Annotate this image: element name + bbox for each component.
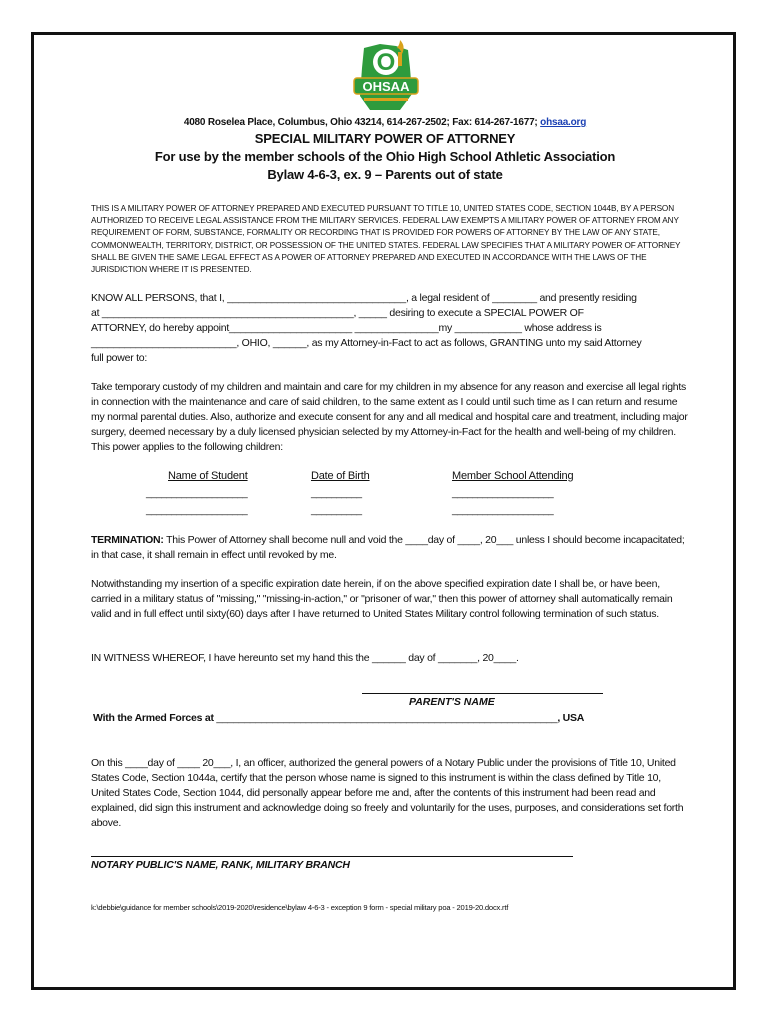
armed-forces-suffix: , USA	[557, 712, 585, 724]
federal-notice: THIS IS A MILITARY POWER OF ATTORNEY PREPARED AND EXECUTED PURSUANT TO TITLE 10, UNITED STATES CODE, SECTION 1044B, BY A PERSON AUTHORIZED TO RECEIVE LEGAL ASSISTANCE FROM THE MILITARY SERVICES. FEDERAL LAW EXEMPTS A MILITARY POWER OF ATTORNEY FROM ANY REQUIREMENT OF FORM, SUBSTANCE, FORMALITY OR RECORDING THAT IS PROVIDED FOR POWERS OF ATTORNEY BY THE LAW OF ANY STATE, COMMONWEALTH, TERRITORY, DISTRICT, OR POSSESSION OF THE UNITED STATES. FEDERAL LAW SPECIFIES THAT A MILITARY POWER OF ATTORNEY SHALL BE GIVEN THE SAME LEGAL EFFECT AS A POWER OF ATTORNEY PREPARED AND EXECUTED IN ACCORDANCE WITH THE LAWS OF THE JURISDICTION WHERE IT IS PRESENTED.	[91, 204, 681, 275]
notary-paragraph: On this ____day of ____ 20___, I, an officer, authorized the general powers of a Notary Public under the provisions of Title 10, United States Code, Section 1044a, certify that the person whose name is signed to this instrument is within the class defined by Title 10, United States Code, Section 1044, did personally appear before me and, after the contents of this instrument had been read and explained, did sign this instrument and acknowledge doing so freely and voluntarily for the uses, purposes, and considerations set forth above.	[91, 757, 684, 829]
armed-forces-label: With the Armed Forces at	[93, 712, 217, 724]
address-line	[0, 117, 770, 128]
document-subtitle: For use by the member schools of the Ohio High School Athletic Association	[154, 149, 616, 164]
know-all-line-3: ATTORNEY, do hereby appoint______________________ _______________my ____________ whose address is	[91, 322, 602, 334]
notary-name-label: NOTARY PUBLIC'S NAME, RANK, MILITARY BRANCH	[91, 859, 350, 871]
custody-paragraph: Take temporary custody of my children and maintain and care for my children in my absence for any reason and exercise all legal rights in connection with the maintenance and care of said children, to the same extent as I could until such time as I can return and resume my normal parental duties. Also, authorize and execute consent for any and all medical and hospital care and treatment, including major surgery, deemed necessary by a duly licensed physician selected by my Attorney-in-Fact for the health and well-being of my children. This power applies to the following children:	[91, 381, 688, 453]
col-header-student-name: Name of Student	[168, 470, 248, 482]
svg-text:O: O	[376, 49, 396, 76]
notwithstanding-paragraph: Notwithstanding my insertion of a specific expiration date herein, if on the above specified expiration date I shall be, or have been, carried in a military status of "missing," "missing-in-action," or "prisoner of war," then this power of attorney shall automatically remain valid and in full effect until sixty(60) days after I have returned to United States Military control following termination of such status.	[91, 578, 673, 620]
know-all-line-5: full power to:	[91, 352, 148, 364]
student-name-blank-1[interactable]: ____________________	[146, 488, 248, 499]
document-title: SPECIAL MILITARY POWER OF ATTORNEY	[254, 131, 516, 146]
witness-line: IN WITNESS WHEREOF, I have hereunto set my hand this the ______ day of _______, 20____.	[91, 652, 519, 664]
school-blank-2[interactable]: ____________________	[452, 505, 554, 516]
dob-blank-1[interactable]: __________	[311, 488, 362, 499]
parent-name-label: PARENT'S NAME	[409, 696, 495, 708]
termination-text: This Power of Attorney shall become null and void the ____day of ____, 20___ unless I should become incapacitated; in that case, it shall remain in effect until revoked by me.	[91, 534, 685, 561]
logo-text: OHSAA	[362, 79, 410, 94]
dob-blank-2[interactable]: __________	[311, 505, 362, 516]
school-blank-1[interactable]: ____________________	[452, 488, 554, 499]
website-link[interactable]: ohsaa.org	[540, 117, 587, 128]
armed-forces-line	[93, 712, 584, 724]
address-text: 4080 Roselea Place, Columbus, Ohio 43214, 614-267-2502; Fax: 614-267-1677;	[183, 117, 541, 128]
termination-clause	[91, 533, 689, 563]
student-name-blank-2[interactable]: ____________________	[146, 505, 248, 516]
armed-forces-location-blank[interactable]: _____________________________________________________________	[216, 712, 558, 724]
notary-signature-line[interactable]	[91, 856, 573, 857]
col-header-member-school: Member School Attending	[452, 470, 574, 482]
parent-signature-line[interactable]	[362, 693, 603, 694]
file-path-footer: k:\debbie\guidance for member schools\2019-2020\residence\bylaw 4-6-3 - exception 9 form - special military poa - 2019-20.docx.rtf	[91, 903, 509, 912]
col-header-date-of-birth: Date of Birth	[311, 470, 370, 482]
know-all-line-1: KNOW ALL PERSONS, that I, ________________________________, a legal resident of ________ and presently residing	[91, 292, 637, 304]
know-all-line-2: at _____________________________________________, _____ desiring to execute a SPECIAL POWER OF	[91, 307, 584, 319]
know-all-line-4: __________________________, OHIO, ______, as my Attorney-in-Fact to act as follows, GRANTING unto my said Attorney	[91, 337, 642, 349]
termination-label: TERMINATION:	[91, 534, 164, 546]
bylaw-reference: Bylaw 4-6-3, ex. 9 – Parents out of state	[267, 167, 503, 182]
ohsaa-logo	[350, 38, 422, 114]
